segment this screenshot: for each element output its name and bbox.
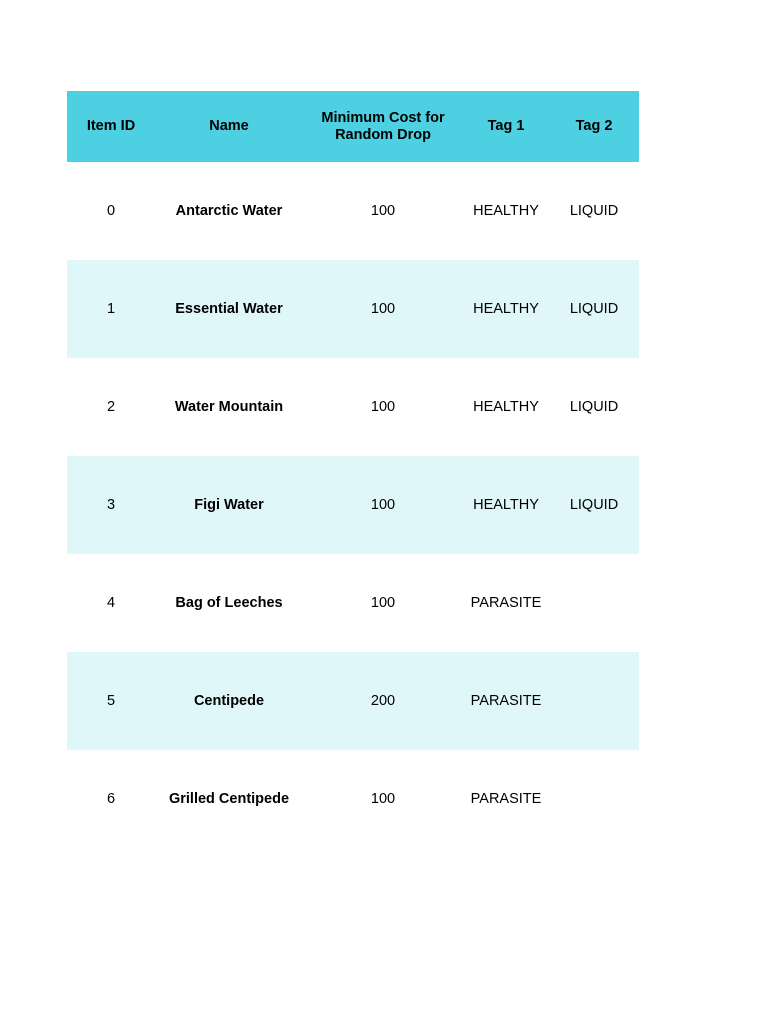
cell-name: Essential Water [175, 301, 283, 317]
cell-tag1: PARASITE [470, 693, 542, 709]
table-row [67, 750, 639, 848]
cell-name: Water Mountain [174, 399, 284, 415]
cell-tag2 [549, 750, 639, 848]
cell-item-id: 2 [106, 399, 116, 415]
table-row [67, 358, 639, 456]
cell-tag2: LIQUID [569, 203, 619, 219]
cell-tag1: HEALTHY [473, 399, 539, 415]
cell-tag2 [549, 652, 639, 750]
cell-tag1: HEALTHY [473, 301, 539, 317]
cell-item-id: 1 [106, 301, 116, 317]
cell-min-cost: 100 [370, 497, 396, 513]
header-min-cost-line2: Random Drop [335, 126, 431, 143]
header-item-id: Item ID [86, 118, 136, 134]
header-tag1: Tag 1 [487, 118, 525, 134]
cell-tag2: LIQUID [569, 497, 619, 513]
cell-min-cost: 100 [370, 399, 396, 415]
header-row [67, 91, 639, 162]
table-header [67, 91, 639, 162]
table-body [67, 162, 639, 848]
items-table [67, 91, 639, 848]
table-row [67, 554, 639, 652]
table-row [67, 456, 639, 554]
cell-item-id: 3 [106, 497, 116, 513]
cell-name: Antarctic Water [175, 203, 283, 219]
cell-tag1: HEALTHY [473, 203, 539, 219]
cell-min-cost: 100 [370, 203, 396, 219]
header-min-cost [303, 91, 463, 162]
cell-tag2: LIQUID [569, 301, 619, 317]
cell-name: Grilled Centipede [168, 791, 290, 807]
cell-min-cost: 100 [370, 301, 396, 317]
cell-item-id: 4 [106, 595, 116, 611]
header-min-cost-line1: Minimum Cost for [321, 109, 445, 126]
cell-min-cost: 200 [370, 693, 396, 709]
header-name: Name [209, 118, 249, 134]
cell-tag1: PARASITE [470, 791, 542, 807]
cell-item-id: 0 [106, 203, 116, 219]
cell-tag1: PARASITE [470, 595, 542, 611]
cell-tag2 [549, 554, 639, 652]
cell-min-cost: 100 [370, 791, 396, 807]
cell-item-id: 6 [106, 791, 116, 807]
table-row [67, 162, 639, 260]
table-row [67, 652, 639, 750]
cell-tag2: LIQUID [569, 399, 619, 415]
cell-min-cost: 100 [370, 595, 396, 611]
cell-tag1: HEALTHY [473, 497, 539, 513]
cell-name: Figi Water [194, 497, 264, 513]
table-row [67, 260, 639, 358]
cell-name: Bag of Leeches [175, 595, 283, 611]
cell-name: Centipede [193, 693, 265, 709]
header-tag2: Tag 2 [575, 118, 613, 134]
cell-item-id: 5 [106, 693, 116, 709]
